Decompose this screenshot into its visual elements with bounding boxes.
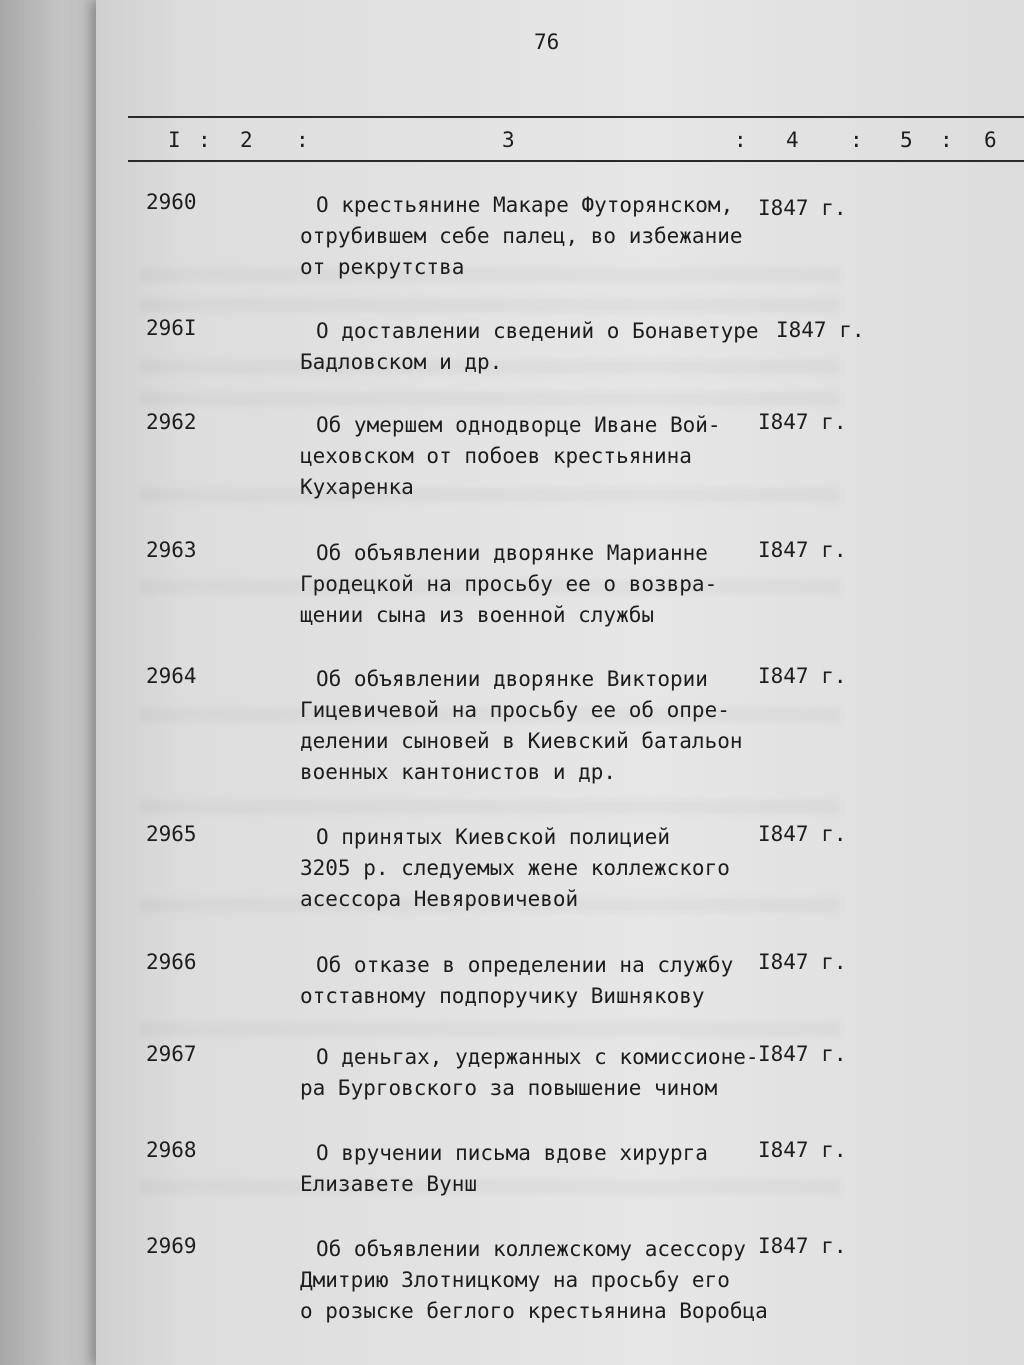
entry-number: 2966 xyxy=(146,950,197,974)
entry-year: I847 г. xyxy=(758,410,847,434)
header-rule-bottom xyxy=(128,160,1024,162)
entry-number: 2960 xyxy=(146,190,197,214)
entry-line: О вручении письма вдове хирурга xyxy=(316,1141,708,1165)
entry-description xyxy=(300,410,770,503)
entry-line: цеховском от побоев крестьянина xyxy=(300,444,692,468)
column-header: 6 xyxy=(984,128,997,152)
entry-year: I847 г. xyxy=(758,1042,847,1066)
page-number: 76 xyxy=(534,30,560,54)
entry-line: Гродецкой на просьбу ее о возвра- xyxy=(300,572,718,596)
column-header: 2 xyxy=(240,128,253,152)
entry-description xyxy=(300,1042,770,1104)
bleed-through-line xyxy=(140,800,840,814)
entry-year: I847 г. xyxy=(758,950,847,974)
entry-number: 2962 xyxy=(146,410,197,434)
column-separator: : xyxy=(850,128,863,152)
entry-number: 2968 xyxy=(146,1138,197,1162)
entry-number: 2964 xyxy=(146,664,197,688)
entry-line: Об умершем однодворце Иване Вой- xyxy=(316,413,721,437)
entry-line: военных кантонистов и др. xyxy=(300,760,617,784)
entry-line: щении сына из военной службы xyxy=(300,603,655,627)
entry-number: 296I xyxy=(146,316,197,340)
entry-year: I847 г. xyxy=(758,1138,847,1162)
entry-line: Об объявлении коллежскому асессору xyxy=(316,1237,746,1261)
entry-number: 2969 xyxy=(146,1234,197,1258)
entry-description xyxy=(300,822,770,915)
entry-year: I847 г. xyxy=(758,1234,847,1258)
entry-line: отставному подпоручику Вишнякову xyxy=(300,984,705,1008)
entry-line: Бадловском и др. xyxy=(300,350,503,374)
entry-number: 2965 xyxy=(146,822,197,846)
bleed-through-line xyxy=(140,298,840,312)
entry-line: О доставлении сведений о Бонаветуре xyxy=(316,319,759,343)
entry-line: о розыске беглого крестьянина Воробца xyxy=(300,1299,768,1323)
entry-description xyxy=(300,1138,770,1200)
entry-line: Елизавете Вунш xyxy=(300,1172,478,1196)
column-separator: : xyxy=(296,128,309,152)
column-separator: : xyxy=(734,128,747,152)
entry-number: 2967 xyxy=(146,1042,197,1066)
entry-description xyxy=(300,950,770,1012)
entry-line: ра Бурговского за повышение чином xyxy=(300,1076,718,1100)
bleed-through-line xyxy=(140,1022,840,1036)
entry-line: асессора Невяровичевой xyxy=(300,887,579,911)
entry-line: делении сыновей в Киевский батальон xyxy=(300,729,743,753)
entry-line: Кухаренка xyxy=(300,475,414,499)
column-header: I xyxy=(168,128,181,152)
entry-line: О деньгах, удержанных с комиссионе- xyxy=(316,1045,759,1069)
column-header: 5 xyxy=(900,128,913,152)
entry-number: 2963 xyxy=(146,538,197,562)
entry-year: I847 г. xyxy=(758,822,847,846)
bleed-through-line xyxy=(140,392,840,406)
entry-line: Об объявлении дворянке Виктории xyxy=(316,667,708,691)
entry-year: I847 г. xyxy=(758,538,847,562)
entry-line: Дмитрию Злотницкому на просьбу его xyxy=(300,1268,730,1292)
entry-year: I847 г. xyxy=(758,196,847,220)
header-rule-top xyxy=(128,116,1024,118)
entry-year: I847 г. xyxy=(776,318,865,342)
facing-page-edge xyxy=(0,0,110,1365)
entry-description xyxy=(300,538,770,631)
entry-line: 3205 р. следуемых жене коллежского xyxy=(300,856,730,880)
entry-line: О принятых Киевской полицией xyxy=(316,825,671,849)
column-header: 4 xyxy=(786,128,799,152)
entry-line: Об объявлении дворянке Марианне xyxy=(316,541,708,565)
entry-line: Гицевичевой на просьбу ее об опре- xyxy=(300,698,730,722)
column-separator: : xyxy=(198,128,211,152)
column-separator: : xyxy=(940,128,953,152)
column-header: 3 xyxy=(502,128,515,152)
entry-line: отрубившем себе палец, во избежание xyxy=(300,224,743,248)
entry-description xyxy=(300,190,770,283)
entry-description xyxy=(300,316,770,378)
entry-line: от рекрутства xyxy=(300,255,465,279)
entry-line: О крестьянине Макаре Футорянском, xyxy=(316,193,734,217)
entry-description xyxy=(300,664,770,788)
entry-line: Об отказе в определении на службу xyxy=(316,953,734,977)
entry-description xyxy=(300,1234,770,1327)
entry-year: I847 г. xyxy=(758,664,847,688)
